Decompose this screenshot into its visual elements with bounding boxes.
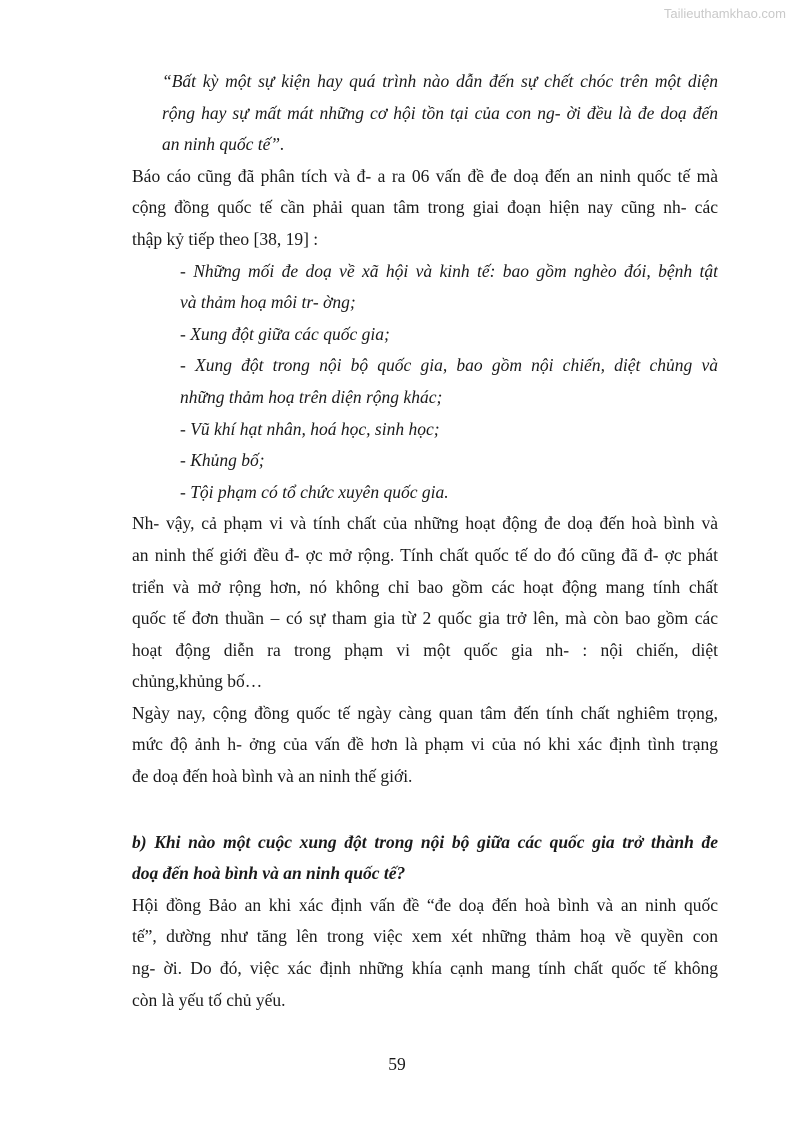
list-item: - Xung đột giữa các quốc gia; <box>180 323 390 344</box>
text-line: cộng đồng quốc tế cần phải quan tâm trong giai đoạn hiện nay cũng nh- các <box>132 197 718 218</box>
list-item: những thảm hoạ trên diện rộng khác; <box>180 386 443 407</box>
text-line: an ninh thế giới đều đ- ợc mở rộng. Tính chất quốc tế do đó cũng đã đ- ợc phát <box>132 544 718 565</box>
text-line: triển và mở rộng hơn, nó không chỉ bao gồm các hoạt động mang tính chất <box>132 576 718 597</box>
list-item: - Tội phạm có tổ chức xuyên quốc gia. <box>180 481 449 502</box>
heading-line: doạ đến hoà bình và an ninh quốc tế? <box>132 863 406 884</box>
quote-block <box>132 66 718 161</box>
list-item: - Khủng bố; <box>180 450 265 471</box>
list-item: - Xung đột trong nội bộ quốc gia, bao gồm nội chiến, diệt chủng và <box>180 355 718 376</box>
text-line: mức độ ảnh h- ởng của vấn đề hơn là phạm vi của nó khi xác định tình trạng <box>132 734 718 755</box>
intro-paragraph <box>132 161 718 256</box>
text-line: tế”, dường như tăng lên trong việc xem xét những thảm hoạ về quyền con <box>132 926 718 947</box>
text-line: chủng,khủng bố… <box>132 671 263 692</box>
text-line: thập kỷ tiếp theo [38, 19] : <box>132 228 319 249</box>
text-line: ng- ời. Do đó, việc xác định những khía cạnh mang tính chất quốc tế không <box>132 958 718 979</box>
text-line: quốc tế đơn thuần – có sự tham gia từ 2 quốc gia trở lên, mà còn bao gồm các <box>132 608 718 629</box>
section-spacer <box>132 793 718 827</box>
text-line: còn là yếu tố chủ yếu. <box>132 989 286 1010</box>
paragraph-security-council <box>132 890 718 1016</box>
threat-list <box>132 256 718 509</box>
paragraph-scope <box>132 508 718 698</box>
watermark-text: Tailieuthamkhao.com <box>663 6 786 21</box>
page-number: 59 <box>388 1054 406 1074</box>
text-line: Ngày nay, cộng đồng quốc tế ngày càng quan tâm đến tính chất nghiêm trọng, <box>132 702 718 723</box>
quote-line: rộng hay sự mất mát những cơ hội tồn tại của con ng- ời đều là đe doạ đến <box>162 102 718 123</box>
heading-line: b) Khi nào một cuộc xung đột trong nội bộ giữa các quốc gia trở thành đe <box>132 831 718 852</box>
list-item: và thảm hoạ môi tr- ờng; <box>180 292 356 313</box>
text-line: Nh- vậy, cả phạm vi và tính chất của những hoạt động đe doạ đến hoà bình và <box>132 513 718 534</box>
paragraph-severity <box>132 698 718 793</box>
text-line: Báo cáo cũng đã phân tích và đ- a ra 06 vấn đề đe doạ đến an ninh quốc tế mà <box>132 165 718 186</box>
text-line: đe doạ đến hoà bình và an ninh thế giới. <box>132 766 413 787</box>
list-item: - Vũ khí hạt nhân, hoá học, sinh học; <box>180 418 440 439</box>
text-line: Hội đồng Bảo an khi xác định vấn đề “đe doạ đến hoà bình và an ninh quốc <box>132 894 718 915</box>
quote-line: an ninh quốc tế”. <box>162 134 285 155</box>
section-heading <box>132 827 718 890</box>
list-item: - Những mối đe doạ về xã hội và kinh tế: bao gồm nghèo đói, bệnh tật <box>180 260 718 281</box>
text-line: hoạt động diễn ra trong phạm vi một quốc gia nh- : nội chiến, diệt <box>132 639 718 660</box>
document-body <box>132 66 718 1016</box>
quote-line: “Bất kỳ một sự kiện hay quá trình nào dẫn đến sự chết chóc trên một diện <box>162 71 718 91</box>
